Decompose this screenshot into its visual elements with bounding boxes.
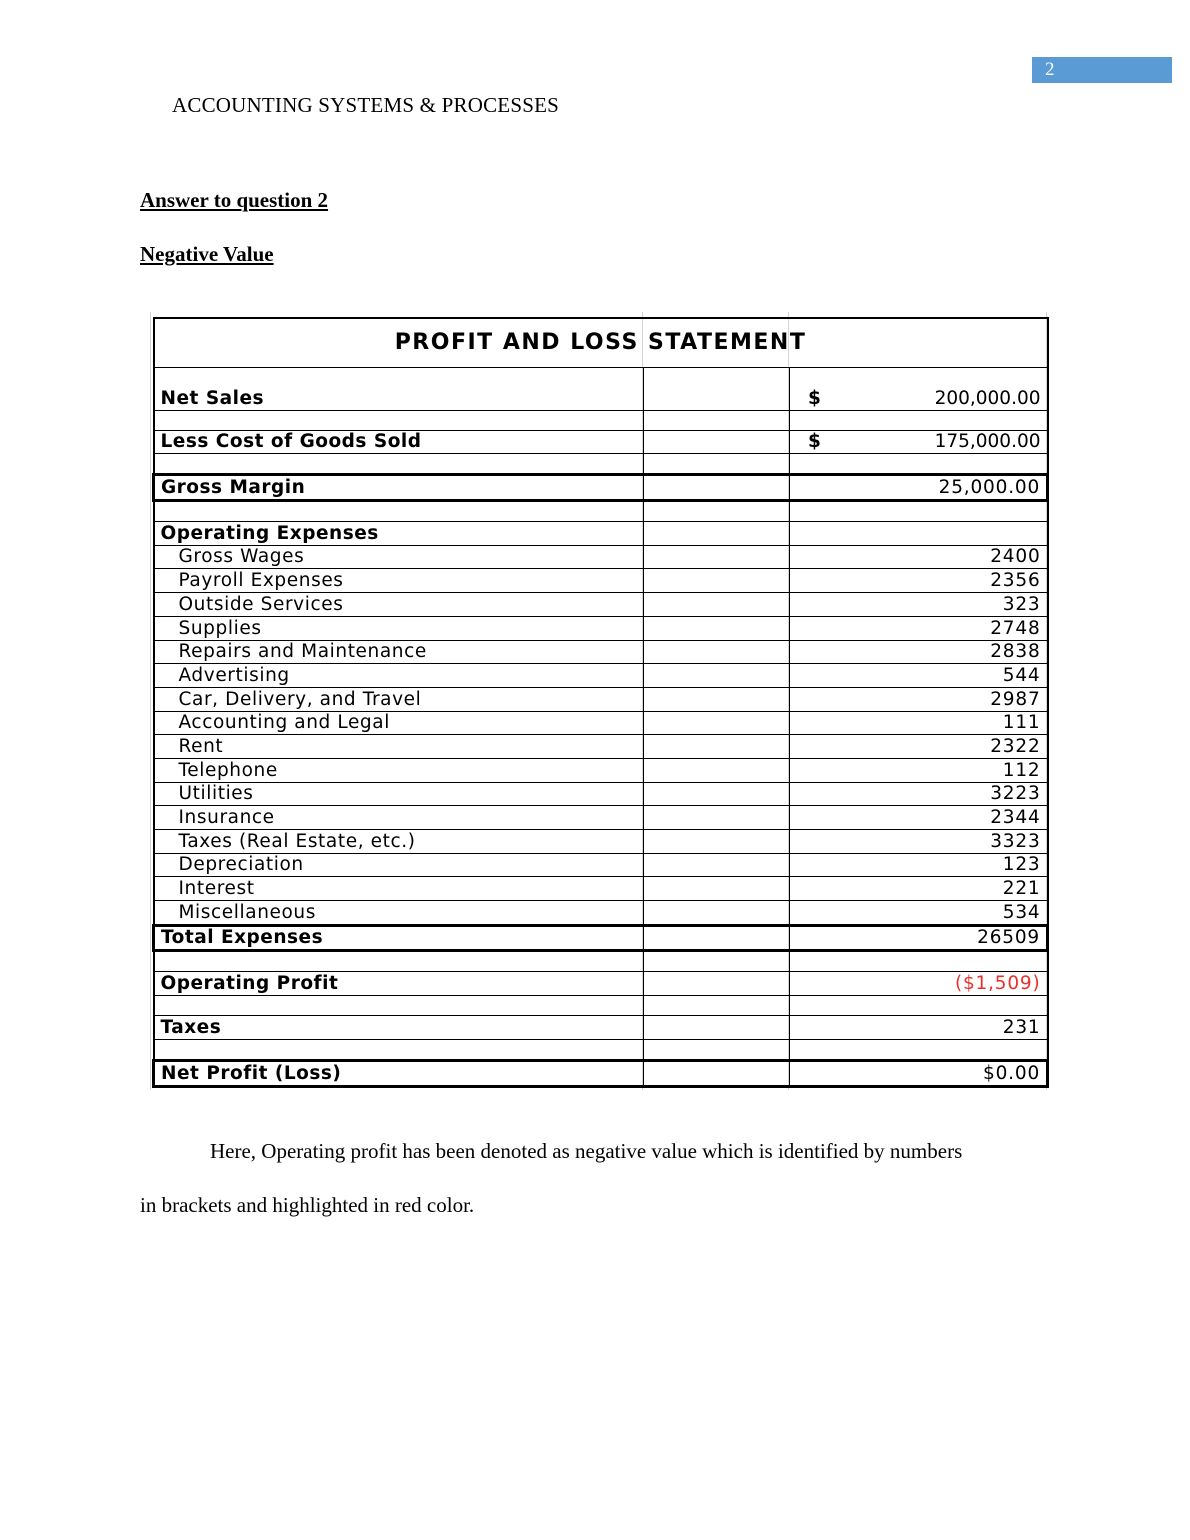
expense-row — [154, 806, 1048, 830]
expense-value: 123 — [790, 853, 1048, 877]
total-expenses-label: Total Expenses — [154, 925, 644, 951]
expense-value: 2322 — [790, 735, 1048, 759]
spacer-row — [154, 996, 1048, 1016]
net-profit-label: Net Profit (Loss) — [154, 1060, 644, 1086]
expense-label: Rent — [154, 735, 644, 759]
spacer-row — [154, 951, 1048, 972]
expense-value: 112 — [790, 758, 1048, 782]
expense-value: 534 — [790, 901, 1048, 926]
expense-row — [154, 782, 1048, 806]
expense-row — [154, 545, 1048, 569]
explanation-line-1: Here, Operating profit has been denoted as negative value which is identified by numbers — [210, 1139, 963, 1163]
net-profit-row — [154, 1060, 1048, 1086]
cogs-label: Less Cost of Goods Sold — [154, 430, 644, 454]
expense-label: Telephone — [154, 758, 644, 782]
answer-heading: Answer to question 2 — [140, 188, 329, 212]
expense-label: Taxes (Real Estate, etc.) — [154, 830, 644, 854]
explanation-paragraph — [140, 1124, 1052, 1232]
expense-label: Miscellaneous — [154, 901, 644, 926]
expense-label: Insurance — [154, 806, 644, 830]
net-sales-value: 200,000.00 — [934, 387, 1041, 409]
expense-label: Repairs and Maintenance — [154, 640, 644, 664]
net-sales-label: Net Sales — [154, 387, 644, 410]
expense-value: 2344 — [790, 806, 1048, 830]
gross-margin-value: 25,000.00 — [790, 475, 1048, 501]
spacer-row — [154, 501, 1048, 522]
expense-row — [154, 687, 1048, 711]
gross-margin-row — [154, 475, 1048, 501]
operating-expenses-header-row — [154, 522, 1048, 546]
expense-row — [154, 569, 1048, 593]
expense-value: 544 — [790, 664, 1048, 688]
expense-label: Depreciation — [154, 853, 644, 877]
expense-row — [154, 853, 1048, 877]
expense-row — [154, 616, 1048, 640]
expense-value: 3323 — [790, 830, 1048, 854]
taxes-row — [154, 1016, 1048, 1040]
operating-expenses-label: Operating Expenses — [154, 522, 644, 546]
expense-label: Interest — [154, 877, 644, 901]
expense-label: Utilities — [154, 782, 644, 806]
expense-value: 221 — [790, 877, 1048, 901]
page-number: 2 — [1032, 57, 1172, 83]
expense-row — [154, 640, 1048, 664]
expense-row — [154, 901, 1048, 926]
currency-symbol: $ — [808, 431, 821, 453]
gross-margin-label: Gross Margin — [154, 475, 644, 501]
expense-label: Supplies — [154, 616, 644, 640]
expense-value: 3223 — [790, 782, 1048, 806]
expense-value: 111 — [790, 711, 1048, 735]
running-head: ACCOUNTING SYSTEMS & PROCESSES — [172, 93, 559, 117]
expense-label: Outside Services — [154, 593, 644, 617]
operating-profit-value: ($1,509) — [790, 972, 1048, 996]
expense-label: Advertising — [154, 664, 644, 688]
taxes-value: 231 — [790, 1016, 1048, 1040]
negative-value-heading: Negative Value — [140, 242, 274, 266]
net-profit-value: $0.00 — [790, 1060, 1048, 1086]
expense-value: 2838 — [790, 640, 1048, 664]
expense-value: 323 — [790, 593, 1048, 617]
statement-title: PROFIT AND LOSS STATEMENT — [154, 318, 1048, 368]
net-sales-row — [154, 387, 1048, 410]
expense-label: Accounting and Legal — [154, 711, 644, 735]
expense-row — [154, 877, 1048, 901]
expense-row — [154, 735, 1048, 759]
total-expenses-row — [154, 925, 1048, 951]
profit-loss-spreadsheet-image — [140, 312, 1058, 1092]
operating-profit-label: Operating Profit — [154, 972, 644, 996]
expense-row — [154, 711, 1048, 735]
expense-value: 2987 — [790, 687, 1048, 711]
expense-row — [154, 664, 1048, 688]
expense-value: 2748 — [790, 616, 1048, 640]
cogs-value: 175,000.00 — [934, 431, 1041, 453]
expense-label: Gross Wages — [154, 545, 644, 569]
spacer-row — [154, 410, 1048, 430]
expense-row — [154, 830, 1048, 854]
statement-title-row — [154, 318, 1048, 368]
spacer-row — [154, 1039, 1048, 1060]
cogs-row — [154, 430, 1048, 454]
expense-row — [154, 593, 1048, 617]
profit-loss-table — [152, 317, 1049, 1088]
expense-row — [154, 758, 1048, 782]
expense-value: 2400 — [790, 545, 1048, 569]
explanation-line-2: in brackets and highlighted in red color. — [140, 1193, 475, 1217]
expense-value: 2356 — [790, 569, 1048, 593]
operating-profit-row — [154, 972, 1048, 996]
spacer-row — [154, 454, 1048, 475]
expense-label: Car, Delivery, and Travel — [154, 687, 644, 711]
sheet-gridline — [150, 312, 151, 1090]
expense-label: Payroll Expenses — [154, 569, 644, 593]
spacer-row — [154, 368, 1048, 388]
total-expenses-value: 26509 — [790, 925, 1048, 951]
taxes-label: Taxes — [154, 1016, 644, 1040]
currency-symbol: $ — [808, 387, 821, 409]
